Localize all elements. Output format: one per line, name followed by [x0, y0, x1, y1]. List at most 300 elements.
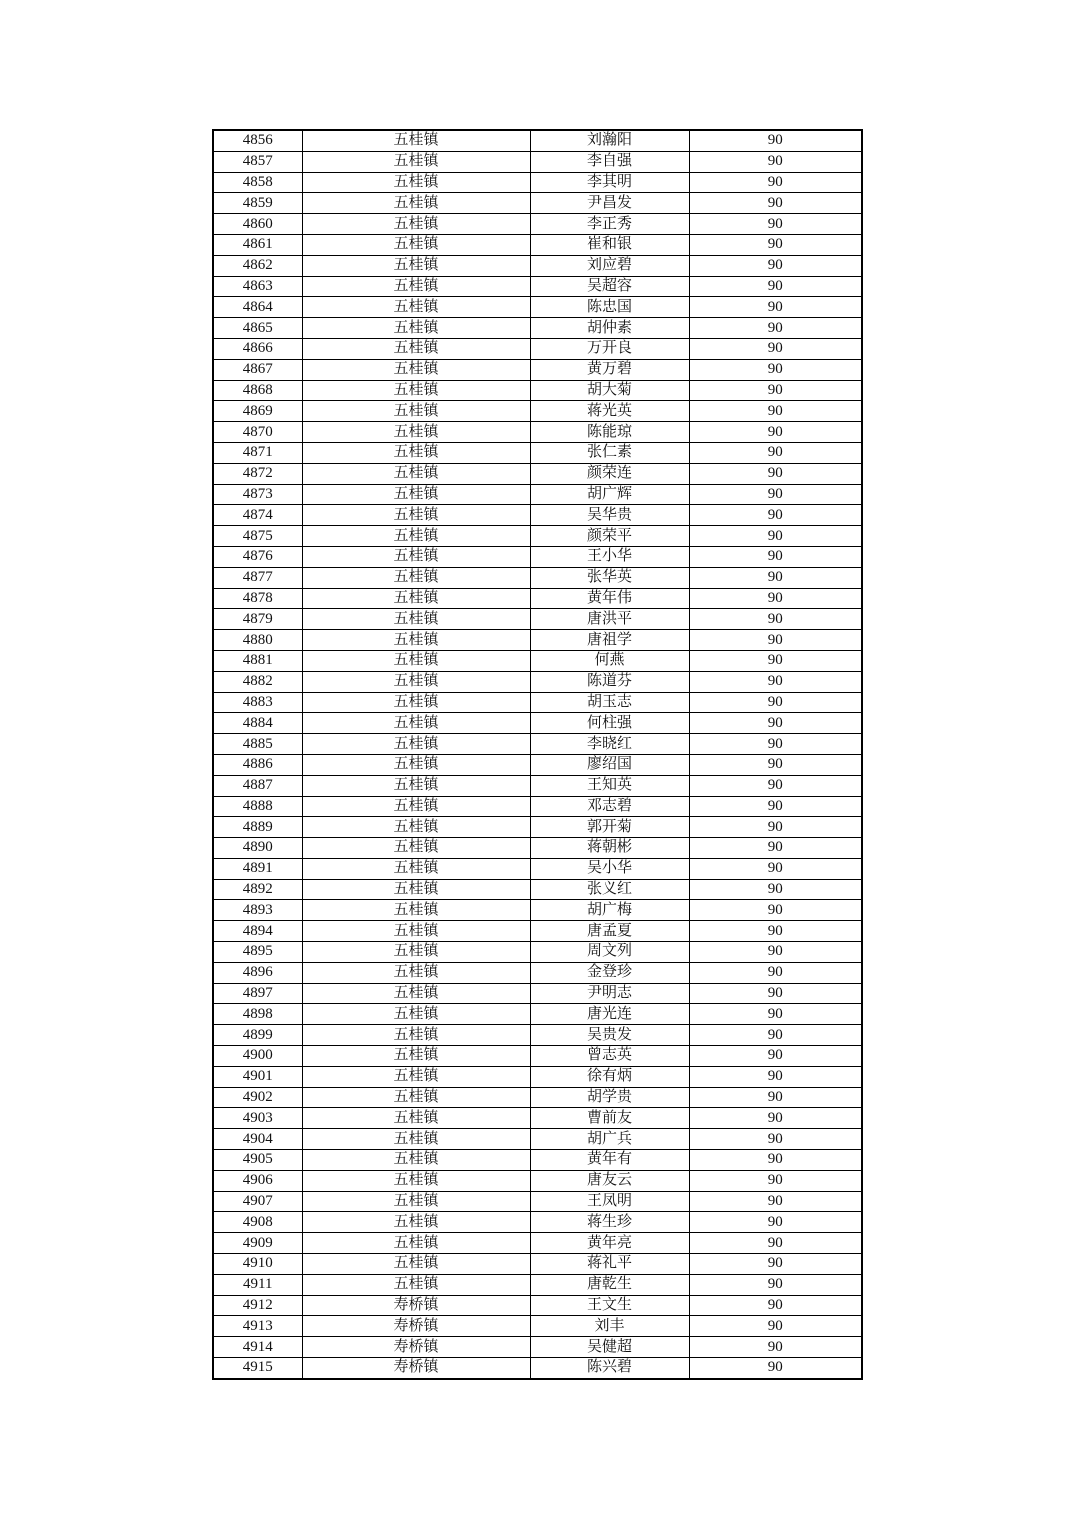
row-number-cell: 4874: [213, 505, 302, 526]
score-cell: 90: [689, 1254, 862, 1275]
name-cell: 胡大菊: [530, 380, 689, 401]
name-cell: 张义红: [530, 879, 689, 900]
town-cell: 五桂镇: [302, 1233, 530, 1254]
table-row: [213, 1025, 862, 1046]
town-cell: 寿桥镇: [302, 1316, 530, 1337]
town-cell: 五桂镇: [302, 671, 530, 692]
score-cell: 90: [689, 1170, 862, 1191]
table-row: [213, 1087, 862, 1108]
score-cell: 90: [689, 754, 862, 775]
name-cell: 王文生: [530, 1295, 689, 1316]
table-row: [213, 900, 862, 921]
table-row: [213, 734, 862, 755]
row-number-cell: 4866: [213, 338, 302, 359]
name-cell: 李其明: [530, 172, 689, 193]
score-cell: 90: [689, 858, 862, 879]
table-row: [213, 172, 862, 193]
row-number-cell: 4886: [213, 754, 302, 775]
name-cell: 颜荣平: [530, 526, 689, 547]
town-cell: 五桂镇: [302, 879, 530, 900]
name-cell: 胡广兵: [530, 1129, 689, 1150]
name-cell: 邓志碧: [530, 796, 689, 817]
row-number-cell: 4862: [213, 255, 302, 276]
score-cell: 90: [689, 734, 862, 755]
score-cell: 90: [689, 255, 862, 276]
town-cell: 五桂镇: [302, 151, 530, 172]
town-cell: 五桂镇: [302, 588, 530, 609]
name-cell: 李正秀: [530, 214, 689, 235]
town-cell: 五桂镇: [302, 1170, 530, 1191]
row-number-cell: 4911: [213, 1274, 302, 1295]
row-number-cell: 4896: [213, 962, 302, 983]
name-cell: 陈兴碧: [530, 1358, 689, 1379]
town-cell: 五桂镇: [302, 1129, 530, 1150]
table-row: [213, 297, 862, 318]
score-cell: 90: [689, 775, 862, 796]
score-cell: 90: [689, 505, 862, 526]
town-cell: 五桂镇: [302, 546, 530, 567]
score-cell: 90: [689, 276, 862, 297]
town-cell: 五桂镇: [302, 505, 530, 526]
name-cell: 蒋光英: [530, 401, 689, 422]
table-row: [213, 754, 862, 775]
name-cell: 唐光连: [530, 1004, 689, 1025]
row-number-cell: 4885: [213, 734, 302, 755]
table-row: [213, 442, 862, 463]
row-number-cell: 4898: [213, 1004, 302, 1025]
name-cell: 王知英: [530, 775, 689, 796]
row-number-cell: 4893: [213, 900, 302, 921]
row-number-cell: 4887: [213, 775, 302, 796]
score-cell: 90: [689, 214, 862, 235]
row-number-cell: 4894: [213, 921, 302, 942]
table-row: [213, 921, 862, 942]
score-cell: 90: [689, 1274, 862, 1295]
name-cell: 万开良: [530, 338, 689, 359]
name-cell: 吴小华: [530, 858, 689, 879]
row-number-cell: 4908: [213, 1212, 302, 1233]
table-row: [213, 1254, 862, 1275]
table-row: [213, 1046, 862, 1067]
row-number-cell: 4909: [213, 1233, 302, 1254]
score-cell: 90: [689, 422, 862, 443]
name-cell: 唐友云: [530, 1170, 689, 1191]
table-row: [213, 463, 862, 484]
name-cell: 曹前友: [530, 1108, 689, 1129]
town-cell: 五桂镇: [302, 983, 530, 1004]
score-cell: 90: [689, 1212, 862, 1233]
name-cell: 尹昌发: [530, 193, 689, 214]
score-cell: 90: [689, 1025, 862, 1046]
score-cell: 90: [689, 962, 862, 983]
table-row: [213, 214, 862, 235]
score-cell: 90: [689, 796, 862, 817]
table-row: [213, 234, 862, 255]
town-cell: 五桂镇: [302, 422, 530, 443]
row-number-cell: 4905: [213, 1150, 302, 1171]
name-cell: 蒋生珍: [530, 1212, 689, 1233]
table-row: [213, 1170, 862, 1191]
score-cell: 90: [689, 942, 862, 963]
score-cell: 90: [689, 1295, 862, 1316]
name-cell: 吴健超: [530, 1337, 689, 1358]
row-number-cell: 4881: [213, 650, 302, 671]
table-row: [213, 505, 862, 526]
row-number-cell: 4861: [213, 234, 302, 255]
row-number-cell: 4871: [213, 442, 302, 463]
name-cell: 胡广辉: [530, 484, 689, 505]
table-row: [213, 1191, 862, 1212]
row-number-cell: 4883: [213, 692, 302, 713]
table-row: [213, 817, 862, 838]
score-cell: 90: [689, 1337, 862, 1358]
score-cell: 90: [689, 1233, 862, 1254]
score-cell: 90: [689, 900, 862, 921]
score-cell: 90: [689, 1358, 862, 1379]
table-row: [213, 1212, 862, 1233]
score-cell: 90: [689, 1004, 862, 1025]
town-cell: 五桂镇: [302, 817, 530, 838]
row-number-cell: 4879: [213, 609, 302, 630]
row-number-cell: 4902: [213, 1087, 302, 1108]
score-cell: 90: [689, 630, 862, 651]
town-cell: 五桂镇: [302, 1150, 530, 1171]
row-number-cell: 4906: [213, 1170, 302, 1191]
town-cell: 五桂镇: [302, 567, 530, 588]
score-cell: 90: [689, 338, 862, 359]
table-row: [213, 255, 862, 276]
row-number-cell: 4901: [213, 1066, 302, 1087]
score-cell: 90: [689, 484, 862, 505]
table-row: [213, 671, 862, 692]
town-cell: 五桂镇: [302, 130, 530, 151]
town-cell: 寿桥镇: [302, 1337, 530, 1358]
score-cell: 90: [689, 546, 862, 567]
town-cell: 五桂镇: [302, 1025, 530, 1046]
table-row: [213, 713, 862, 734]
row-number-cell: 4903: [213, 1108, 302, 1129]
name-cell: 颜荣连: [530, 463, 689, 484]
table-row: [213, 318, 862, 339]
town-cell: 五桂镇: [302, 484, 530, 505]
score-cell: 90: [689, 879, 862, 900]
town-cell: 五桂镇: [302, 1087, 530, 1108]
name-cell: 尹明志: [530, 983, 689, 1004]
score-cell: 90: [689, 1150, 862, 1171]
score-cell: 90: [689, 817, 862, 838]
town-cell: 五桂镇: [302, 401, 530, 422]
row-number-cell: 4873: [213, 484, 302, 505]
score-cell: 90: [689, 588, 862, 609]
row-number-cell: 4858: [213, 172, 302, 193]
score-cell: 90: [689, 1316, 862, 1337]
table-row: [213, 796, 862, 817]
score-cell: 90: [689, 921, 862, 942]
table-row: [213, 983, 862, 1004]
row-number-cell: 4914: [213, 1337, 302, 1358]
town-cell: 五桂镇: [302, 380, 530, 401]
row-number-cell: 4867: [213, 359, 302, 380]
name-cell: 何柱强: [530, 713, 689, 734]
name-cell: 胡学贵: [530, 1087, 689, 1108]
town-cell: 五桂镇: [302, 1108, 530, 1129]
score-cell: 90: [689, 983, 862, 1004]
name-cell: 廖绍国: [530, 754, 689, 775]
table-row: [213, 130, 862, 151]
table-row: [213, 380, 862, 401]
row-number-cell: 4859: [213, 193, 302, 214]
town-cell: 五桂镇: [302, 359, 530, 380]
row-number-cell: 4897: [213, 983, 302, 1004]
row-number-cell: 4907: [213, 1191, 302, 1212]
name-cell: 胡玉志: [530, 692, 689, 713]
name-cell: 金登珍: [530, 962, 689, 983]
name-cell: 曾志英: [530, 1046, 689, 1067]
table-row: [213, 1358, 862, 1379]
town-cell: 五桂镇: [302, 962, 530, 983]
table-row: [213, 338, 862, 359]
row-number-cell: 4870: [213, 422, 302, 443]
table-row: [213, 1337, 862, 1358]
table-row: [213, 942, 862, 963]
table-row: [213, 1316, 862, 1337]
name-cell: 刘应碧: [530, 255, 689, 276]
town-cell: 五桂镇: [302, 463, 530, 484]
name-cell: 陈忠国: [530, 297, 689, 318]
name-cell: 黄年伟: [530, 588, 689, 609]
name-cell: 蒋礼平: [530, 1254, 689, 1275]
score-cell: 90: [689, 1046, 862, 1067]
name-cell: 刘瀚阳: [530, 130, 689, 151]
town-cell: 五桂镇: [302, 942, 530, 963]
town-cell: 五桂镇: [302, 234, 530, 255]
town-cell: 五桂镇: [302, 338, 530, 359]
row-number-cell: 4856: [213, 130, 302, 151]
town-cell: 五桂镇: [302, 775, 530, 796]
row-number-cell: 4857: [213, 151, 302, 172]
name-cell: 蒋朝彬: [530, 838, 689, 859]
table-row: [213, 838, 862, 859]
table-row: [213, 1129, 862, 1150]
town-cell: 五桂镇: [302, 276, 530, 297]
score-cell: 90: [689, 1108, 862, 1129]
name-cell: 王小华: [530, 546, 689, 567]
name-cell: 唐乾生: [530, 1274, 689, 1295]
row-number-cell: 4878: [213, 588, 302, 609]
town-cell: 五桂镇: [302, 630, 530, 651]
name-cell: 吴超容: [530, 276, 689, 297]
name-cell: 黄万碧: [530, 359, 689, 380]
row-number-cell: 4875: [213, 526, 302, 547]
score-cell: 90: [689, 442, 862, 463]
name-cell: 胡广梅: [530, 900, 689, 921]
table-row: [213, 692, 862, 713]
town-cell: 五桂镇: [302, 838, 530, 859]
table-row: [213, 1108, 862, 1129]
name-cell: 周文列: [530, 942, 689, 963]
score-cell: 90: [689, 650, 862, 671]
name-cell: 唐洪平: [530, 609, 689, 630]
name-cell: 唐祖学: [530, 630, 689, 651]
data-table: [212, 129, 863, 1380]
name-cell: 张华英: [530, 567, 689, 588]
row-number-cell: 4891: [213, 858, 302, 879]
town-cell: 五桂镇: [302, 1191, 530, 1212]
table-row: [213, 1150, 862, 1171]
table-row: [213, 151, 862, 172]
row-number-cell: 4904: [213, 1129, 302, 1150]
row-number-cell: 4900: [213, 1046, 302, 1067]
town-cell: 五桂镇: [302, 1254, 530, 1275]
row-number-cell: 4913: [213, 1316, 302, 1337]
town-cell: 五桂镇: [302, 193, 530, 214]
table-row: [213, 962, 862, 983]
name-cell: 张仁素: [530, 442, 689, 463]
score-cell: 90: [689, 1066, 862, 1087]
town-cell: 五桂镇: [302, 1004, 530, 1025]
town-cell: 五桂镇: [302, 921, 530, 942]
town-cell: 五桂镇: [302, 713, 530, 734]
town-cell: 五桂镇: [302, 692, 530, 713]
row-number-cell: 4912: [213, 1295, 302, 1316]
town-cell: 五桂镇: [302, 297, 530, 318]
name-cell: 陈道芬: [530, 671, 689, 692]
table-body: [213, 130, 862, 1379]
town-cell: 五桂镇: [302, 255, 530, 276]
town-cell: 寿桥镇: [302, 1358, 530, 1379]
score-cell: 90: [689, 318, 862, 339]
table-row: [213, 401, 862, 422]
score-cell: 90: [689, 838, 862, 859]
table-row: [213, 359, 862, 380]
town-cell: 五桂镇: [302, 609, 530, 630]
score-cell: 90: [689, 193, 862, 214]
table-row: [213, 1274, 862, 1295]
score-cell: 90: [689, 172, 862, 193]
score-cell: 90: [689, 380, 862, 401]
row-number-cell: 4889: [213, 817, 302, 838]
name-cell: 何燕: [530, 650, 689, 671]
name-cell: 李晓红: [530, 734, 689, 755]
town-cell: 五桂镇: [302, 754, 530, 775]
name-cell: 崔和银: [530, 234, 689, 255]
score-cell: 90: [689, 713, 862, 734]
table-row: [213, 630, 862, 651]
score-cell: 90: [689, 671, 862, 692]
town-cell: 五桂镇: [302, 734, 530, 755]
town-cell: 五桂镇: [302, 526, 530, 547]
row-number-cell: 4895: [213, 942, 302, 963]
table-row: [213, 609, 862, 630]
table-row: [213, 193, 862, 214]
score-cell: 90: [689, 526, 862, 547]
table-row: [213, 1295, 862, 1316]
row-number-cell: 4915: [213, 1358, 302, 1379]
row-number-cell: 4876: [213, 546, 302, 567]
row-number-cell: 4884: [213, 713, 302, 734]
row-number-cell: 4869: [213, 401, 302, 422]
name-cell: 徐有炳: [530, 1066, 689, 1087]
row-number-cell: 4880: [213, 630, 302, 651]
row-number-cell: 4882: [213, 671, 302, 692]
row-number-cell: 4877: [213, 567, 302, 588]
table-row: [213, 1004, 862, 1025]
table-row: [213, 1233, 862, 1254]
table-row: [213, 858, 862, 879]
table-row: [213, 422, 862, 443]
row-number-cell: 4888: [213, 796, 302, 817]
name-cell: 胡仲素: [530, 318, 689, 339]
score-cell: 90: [689, 692, 862, 713]
name-cell: 黄年有: [530, 1150, 689, 1171]
score-cell: 90: [689, 463, 862, 484]
row-number-cell: 4892: [213, 879, 302, 900]
row-number-cell: 4863: [213, 276, 302, 297]
row-number-cell: 4899: [213, 1025, 302, 1046]
row-number-cell: 4910: [213, 1254, 302, 1275]
name-cell: 刘丰: [530, 1316, 689, 1337]
town-cell: 五桂镇: [302, 318, 530, 339]
name-cell: 吴华贵: [530, 505, 689, 526]
town-cell: 五桂镇: [302, 900, 530, 921]
table-row: [213, 588, 862, 609]
row-number-cell: 4865: [213, 318, 302, 339]
score-cell: 90: [689, 130, 862, 151]
town-cell: 五桂镇: [302, 1046, 530, 1067]
table-row: [213, 1066, 862, 1087]
name-cell: 郭开菊: [530, 817, 689, 838]
town-cell: 五桂镇: [302, 1066, 530, 1087]
table-row: [213, 879, 862, 900]
score-cell: 90: [689, 1087, 862, 1108]
name-cell: 吴贵发: [530, 1025, 689, 1046]
name-cell: 李自强: [530, 151, 689, 172]
town-cell: 五桂镇: [302, 650, 530, 671]
name-cell: 黄年亮: [530, 1233, 689, 1254]
town-cell: 五桂镇: [302, 796, 530, 817]
name-cell: 王凤明: [530, 1191, 689, 1212]
town-cell: 五桂镇: [302, 1274, 530, 1295]
score-cell: 90: [689, 297, 862, 318]
table-row: [213, 546, 862, 567]
table-row: [213, 650, 862, 671]
row-number-cell: 4860: [213, 214, 302, 235]
table-row: [213, 526, 862, 547]
score-cell: 90: [689, 1129, 862, 1150]
table-row: [213, 775, 862, 796]
row-number-cell: 4864: [213, 297, 302, 318]
table-row: [213, 567, 862, 588]
town-cell: 五桂镇: [302, 858, 530, 879]
name-cell: 陈能琼: [530, 422, 689, 443]
table-row: [213, 484, 862, 505]
town-cell: 五桂镇: [302, 214, 530, 235]
score-cell: 90: [689, 567, 862, 588]
row-number-cell: 4868: [213, 380, 302, 401]
town-cell: 五桂镇: [302, 172, 530, 193]
score-cell: 90: [689, 609, 862, 630]
score-cell: 90: [689, 234, 862, 255]
row-number-cell: 4872: [213, 463, 302, 484]
town-cell: 五桂镇: [302, 1212, 530, 1233]
town-cell: 五桂镇: [302, 442, 530, 463]
name-cell: 唐孟夏: [530, 921, 689, 942]
score-cell: 90: [689, 1191, 862, 1212]
score-cell: 90: [689, 359, 862, 380]
table-row: [213, 276, 862, 297]
score-cell: 90: [689, 151, 862, 172]
town-cell: 寿桥镇: [302, 1295, 530, 1316]
